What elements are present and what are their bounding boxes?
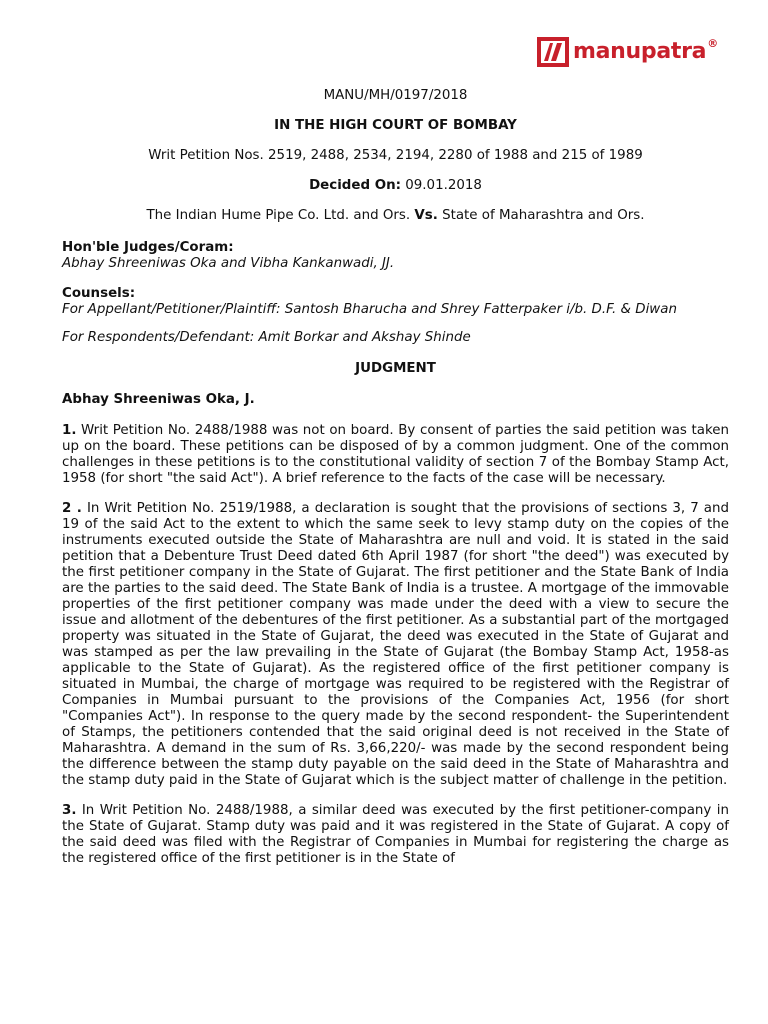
judges-names: Abhay Shreeniwas Oka and Vibha Kankanwadi, JJ. [62, 256, 395, 271]
party-petitioner: The Indian Hume Pipe Co. Ltd. and Ors. [146, 208, 411, 223]
judgment-author: Abhay Shreeniwas Oka, J. [62, 392, 255, 407]
paragraph-number: 1. [62, 423, 77, 438]
parties [62, 208, 729, 224]
versus: Vs. [414, 208, 438, 223]
paragraph-text: In Writ Petition No. 2488/1988, a similar deed was executed by the first petitioner-company in the State of Gujarat. Stamp duty was paid and it was registered in the State of Gujarat. A copy of the said deed was filed with the Registrar of Companies in Mumbai for registering the charge as the registered office of the first petitioner is in the State of [62, 803, 729, 866]
paragraph-2 [62, 501, 729, 789]
party-respondent: State of Maharashtra and Ors. [442, 208, 645, 223]
decided-date: 09.01.2018 [405, 178, 482, 193]
paragraph-1 [62, 423, 729, 487]
logo-wordmark: manupatra [573, 39, 707, 64]
citation: MANU/MH/0197/2018 [323, 88, 468, 103]
registered-mark: ® [707, 36, 719, 50]
manupatra-logo-icon [537, 37, 569, 67]
paragraph-text: In Writ Petition No. 2519/1988, a declaration is sought that the provisions of sections 3, 7 and 19 of the said Act to the extent to which the same seek to levy stamp duty on the copies of the instruments executed outside the State of Maharashtra are null and void. It is stated in the said petition that a Debenture Trust Deed dated 6th April 1987 (for short "the deed") was executed by the first petitioner company in the State of Gujarat. The first petitioner and the State Bank of India are the parties to the said deed. The State Bank of India is a trustee. A mortgage of the immovable properties of the first petitioner company was made under the deed with a view to secure the issue and allotment of the debentures of the first petitioner. As a substantial part of the mortgaged property was situated in the State of Gujarat, the deed was executed in the State of Gujarat and was stamped as per the law prevailing in the State of Gujarat (the Bombay Stamp Act, 1958-as applicable to the State of Gujarat). As the registered office of the first petitioner company is situated in Mumbai, the charge of mortgage was required to be registered with the Registrar of Companies in Mumbai pursuant to the provisions of the Companies Act, 1956 (for short "Companies Act"). In response to the query made by the second respondent- the Superintendent of Stamps, the petitioners contended that the said original deed is not received in the State of Maharashtra. A demand in the sum of Rs. 3,66,220/- was made by the second respondent being the difference between the stamp duty payable on the said deed in the State of Maharashtra and the stamp duty paid in the State of Gujarat which is the subject matter of challenge in the petition. [62, 501, 729, 788]
counsel-appellant: For Appellant/Petitioner/Plaintiff: Santosh Bharucha and Shrey Fatterpaker i/b. D.F. & Diwan [62, 302, 677, 317]
judgment-document [62, 88, 729, 881]
judgment-heading: JUDGMENT [355, 361, 436, 376]
decided-on [62, 178, 729, 194]
paragraph-number: 3. [62, 803, 77, 818]
judges-heading: Hon'ble Judges/Coram: [62, 240, 234, 255]
counsels-heading: Counsels: [62, 286, 136, 301]
manupatra-logo [537, 36, 718, 68]
counsel-respondent: For Respondents/Defendant: Amit Borkar and Akshay Shinde [62, 330, 471, 345]
writ-petition-numbers: Writ Petition Nos. 2519, 2488, 2534, 2194, 2280 of 1988 and 215 of 1989 [148, 148, 643, 163]
decided-label: Decided On: [309, 178, 401, 193]
paragraph-text: Writ Petition No. 2488/1988 was not on board. By consent of parties the said petition was taken up on the board. These petitions can be disposed of by a common judgment. One of the common challenges in these petitions is to the constitutional validity of section 7 of the Bombay Stamp Act, 1958 (for short "the said Act"). A brief reference to the facts of the case will be necessary. [62, 423, 729, 486]
paragraph-3 [62, 803, 729, 867]
paragraph-number: 2 . [62, 501, 82, 516]
court-name: IN THE HIGH COURT OF BOMBAY [274, 118, 517, 133]
